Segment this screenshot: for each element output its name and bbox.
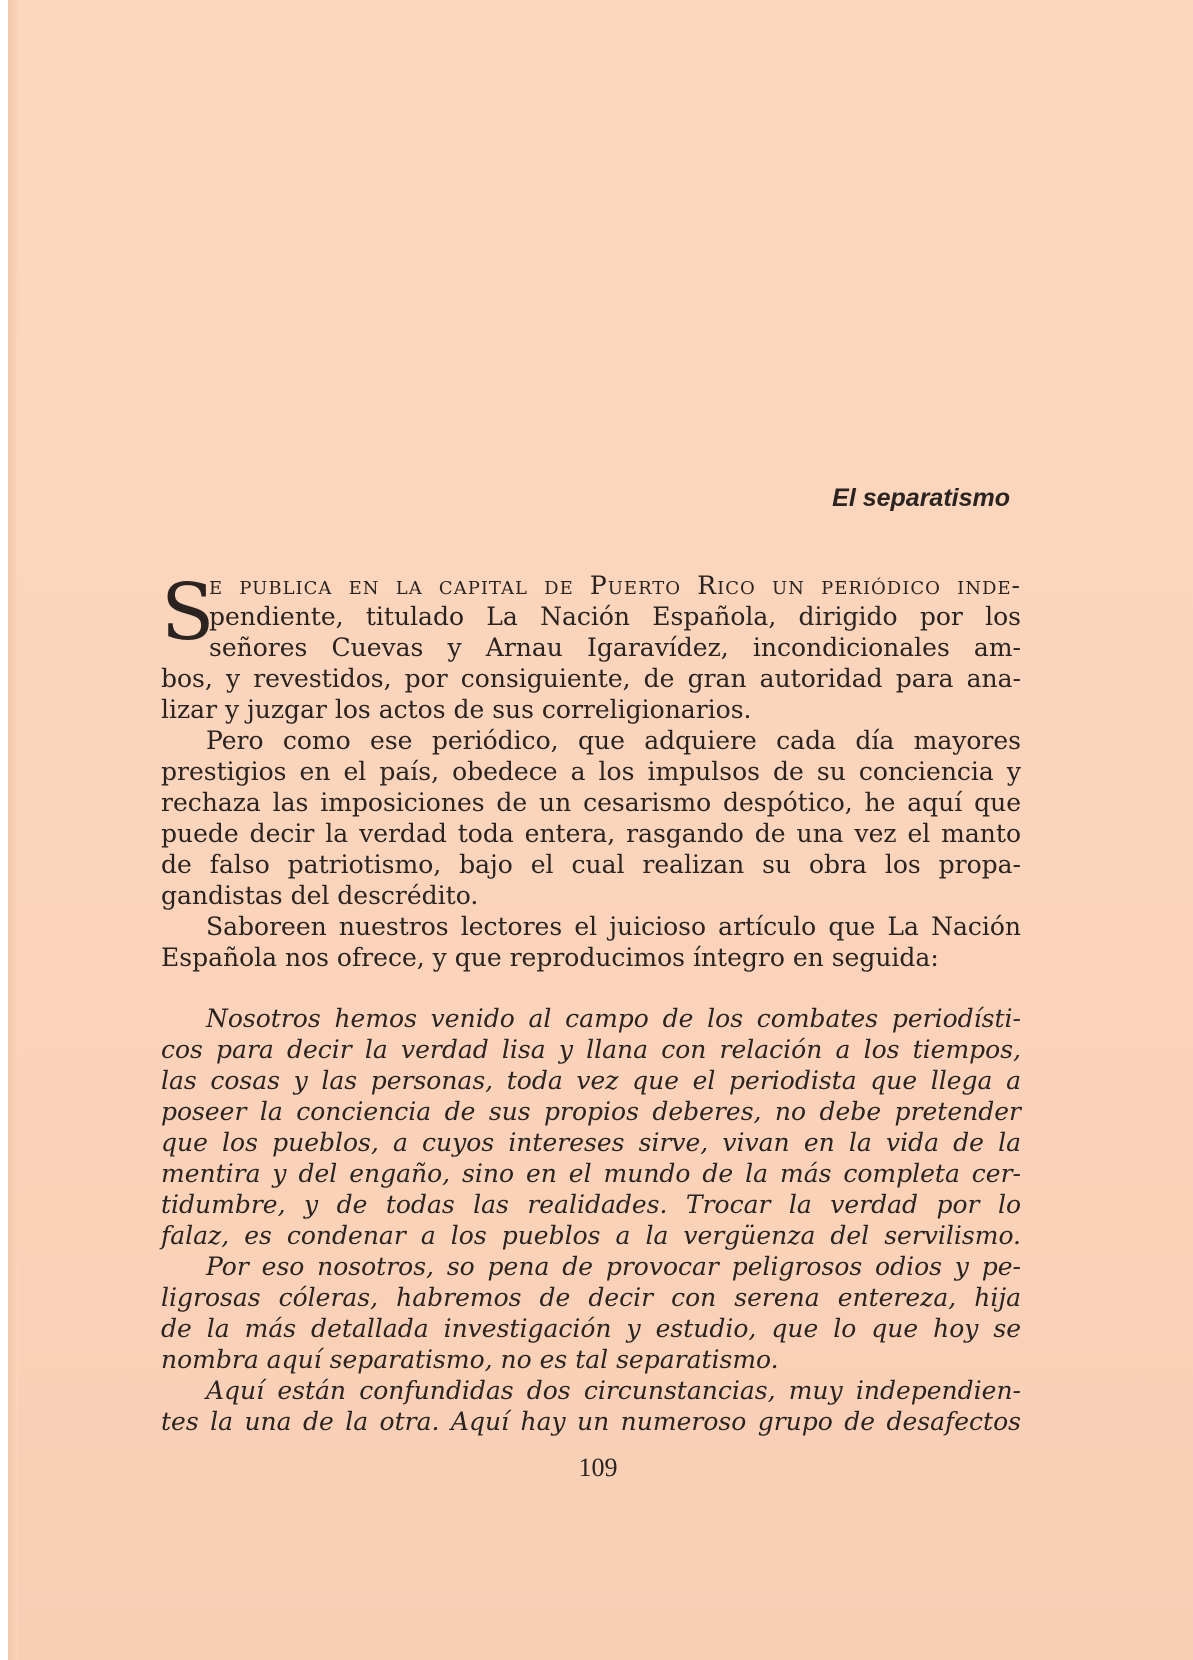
quote-line: poseer la conciencia de sus propios deberes, no debe pretender bbox=[161, 1097, 1021, 1126]
quote-line: ligrosas cóleras, habremos de decir con serena entereza, hija bbox=[161, 1283, 1021, 1312]
text-line: de falso patriotismo, bajo el cual realizan su obra los propa- bbox=[161, 850, 1021, 879]
book-page bbox=[8, 0, 1193, 1660]
page-number: 109 bbox=[578, 1453, 618, 1482]
quote-line: tidumbre, y de todas las realidades. Trocar la verdad por lo bbox=[161, 1190, 1021, 1219]
drop-cap-letter: S bbox=[161, 568, 215, 658]
text-line: prestigios en el país, obedece a los impulsos de su conciencia y bbox=[161, 757, 1021, 786]
page-edge-shadow bbox=[8, 0, 18, 1660]
text-line: rechaza las imposiciones de un cesarismo despótico, he aquí que bbox=[161, 788, 1021, 817]
text-line: señores Cuevas y Arnau Igaravídez, incondicionales am- bbox=[209, 633, 1021, 662]
quote-line: mentira y del engaño, sino en el mundo de la más completa cer- bbox=[161, 1159, 1021, 1188]
quote-line: Por eso nosotros, so pena de provocar peligrosos odios y pe- bbox=[206, 1252, 1021, 1281]
text-line: puede decir la verdad toda entera, rasgando de una vez el manto bbox=[161, 819, 1021, 848]
text-line: lizar y juzgar los actos de sus correligionarios. bbox=[161, 695, 752, 724]
text-line: Saboreen nuestros lectores el juicioso artículo que La Nación bbox=[206, 912, 1021, 941]
quoted-article bbox=[161, 1003, 1021, 1437]
text-line: e publica en la capital de Puerto Rico un periódico inde- bbox=[209, 571, 1021, 600]
text-line: Española nos ofrece, y que reproducimos íntegro en seguida: bbox=[161, 943, 939, 972]
text-line: gandistas del descrédito. bbox=[161, 881, 479, 910]
quote-line: Nosotros hemos venido al campo de los combates periodísti- bbox=[206, 1004, 1021, 1033]
quote-line: falaz, es condenar a los pueblos a la vergüenza del servilismo. bbox=[161, 1221, 1021, 1250]
body-text bbox=[161, 570, 1021, 1437]
text-line: bos, y revestidos, por consiguiente, de gran autoridad para ana- bbox=[161, 664, 1021, 693]
opening-paragraph-dropcap-lines bbox=[161, 570, 1021, 663]
quote-line: Aquí están confundidas dos circunstancias, muy independien- bbox=[206, 1376, 1021, 1405]
section-title: El separatismo bbox=[832, 484, 1010, 512]
quote-line: cos para decir la verdad lisa y llana con relación a los tiempos, bbox=[161, 1035, 1021, 1064]
quote-line: las cosas y las personas, toda vez que el periodista que llega a bbox=[161, 1066, 1021, 1095]
quote-line: nombra aquí separatismo, no es tal separatismo. bbox=[161, 1345, 779, 1374]
quote-line: que los pueblos, a cuyos intereses sirve, vivan en la vida de la bbox=[161, 1128, 1021, 1157]
quote-line: tes la una de la otra. Aquí hay un numeroso grupo de desafectos bbox=[161, 1407, 1021, 1436]
spacer bbox=[161, 973, 1021, 1003]
quote-line: de la más detallada investigación y estudio, que lo que hoy se bbox=[161, 1314, 1021, 1343]
text-line: Pero como ese periódico, que adquiere cada día mayores bbox=[206, 726, 1021, 755]
text-line: pendiente, titulado La Nación Española, dirigido por los bbox=[209, 602, 1021, 631]
